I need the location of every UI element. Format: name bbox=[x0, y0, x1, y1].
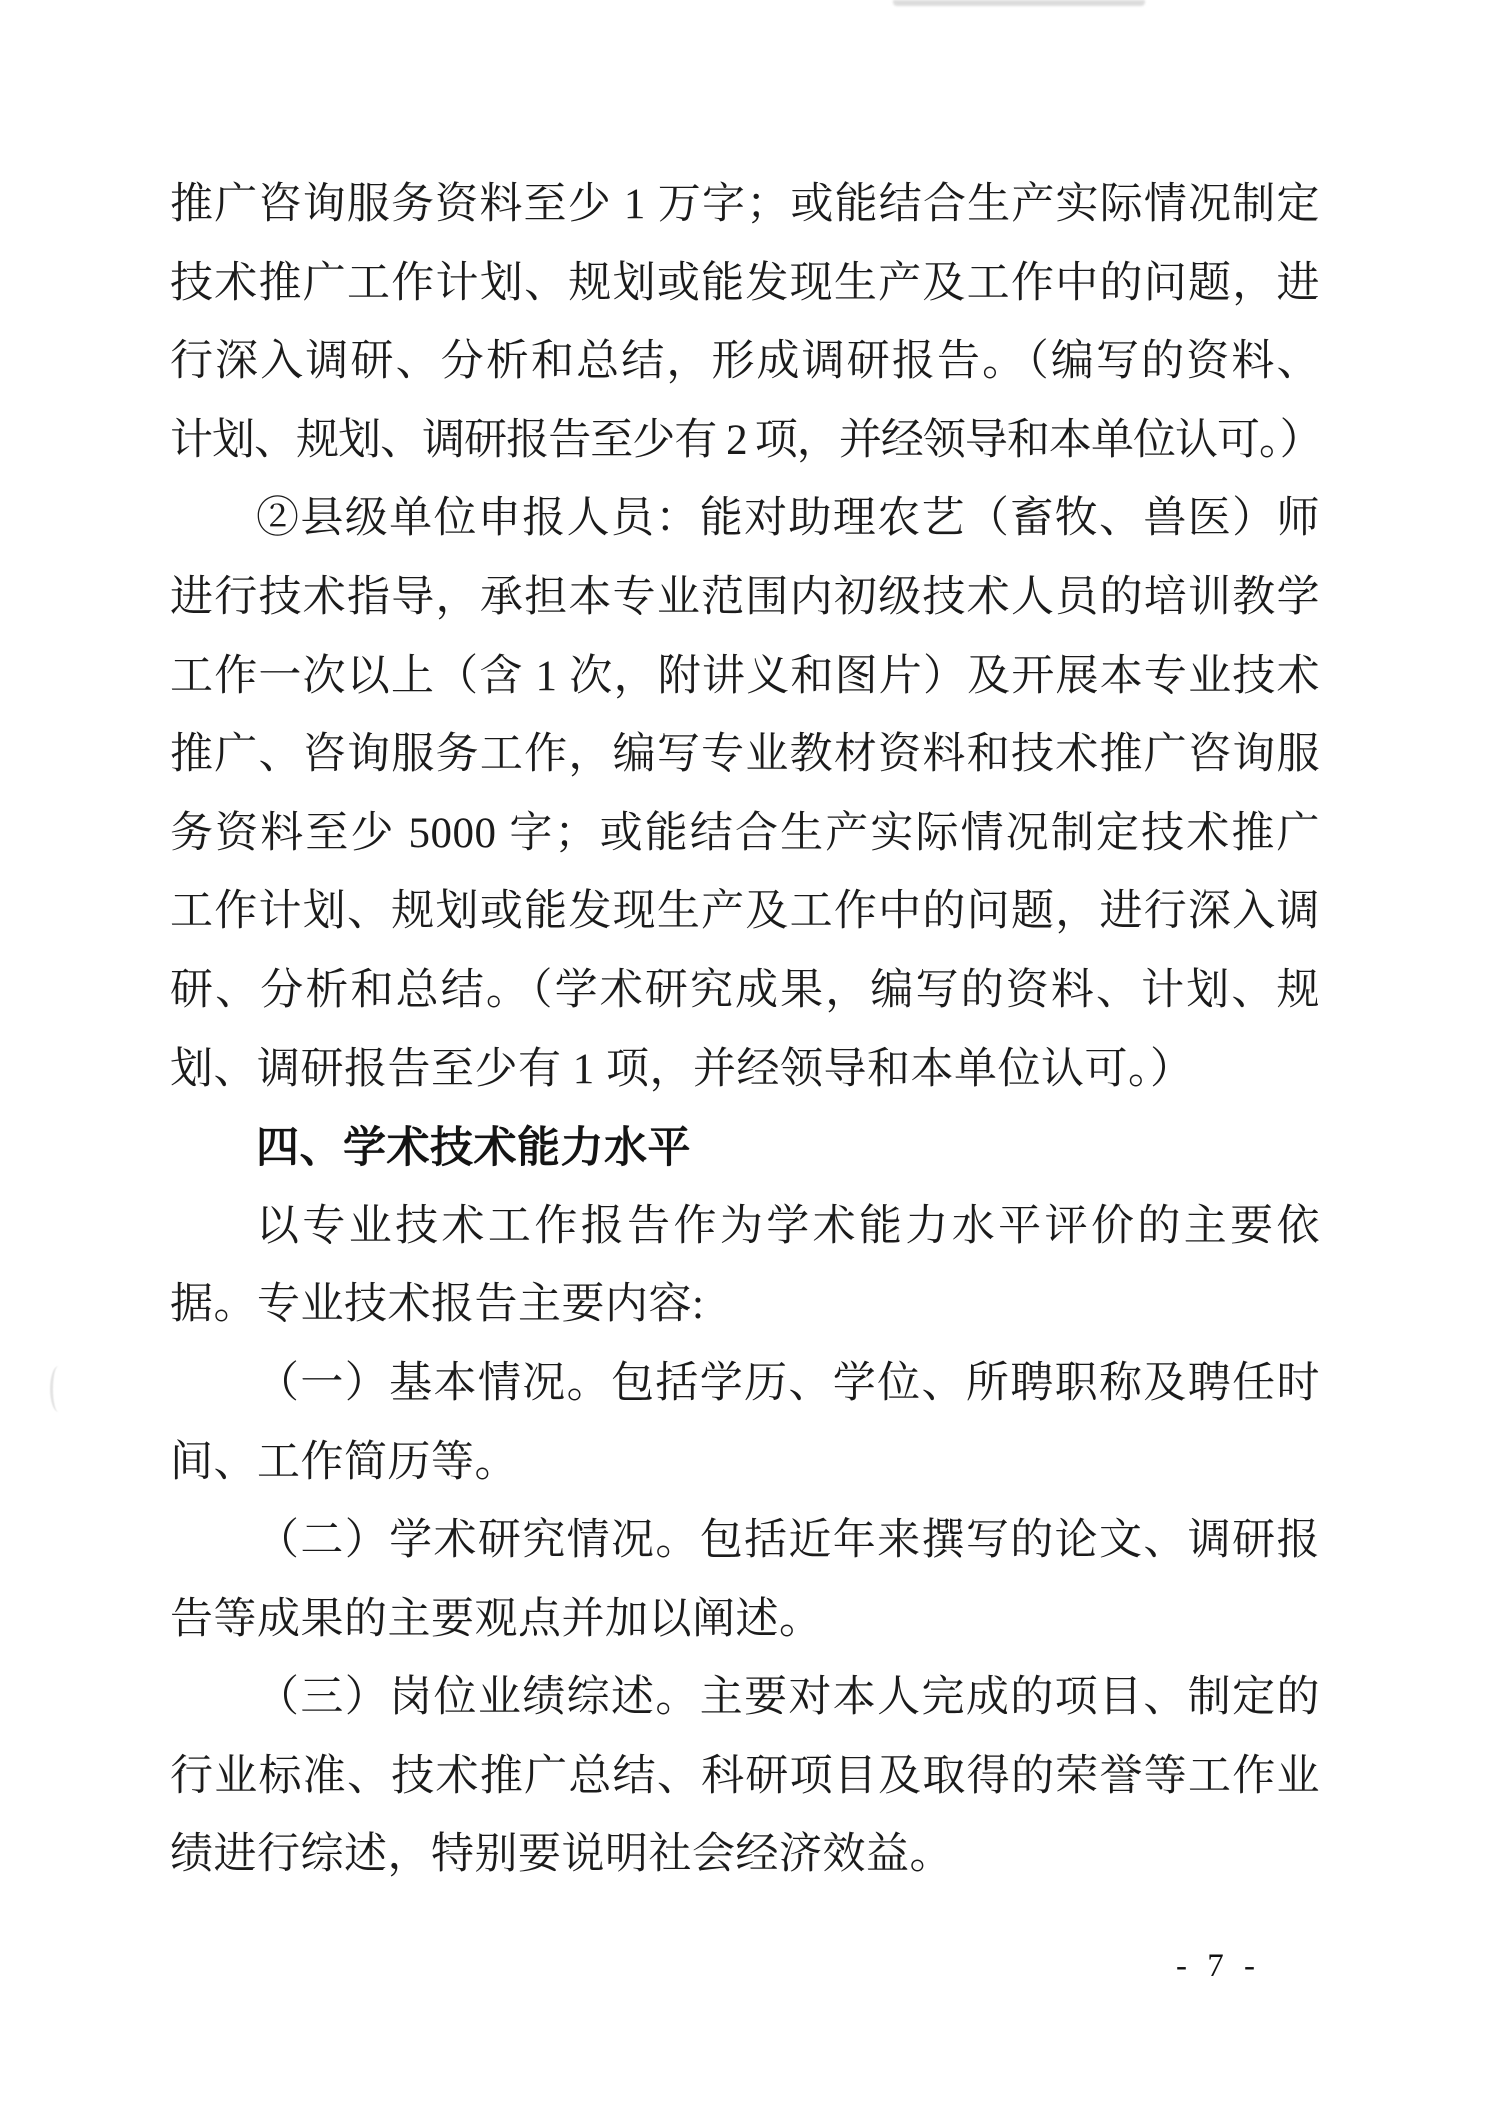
text-line: 研、分析和总结。（学术研究成果，编写的资料、计划、规 bbox=[170, 966, 1320, 1014]
text-line: 绩进行综述，特别要说明社会经济效益。 bbox=[170, 1831, 953, 1879]
text-line: 工作计划、规划或能发现生产及工作中的问题，进行深入调 bbox=[170, 888, 1320, 936]
text-line: 推广、咨询服务工作，编写专业教材资料和技术推广咨询服 bbox=[170, 731, 1320, 779]
scan-artifact-top bbox=[893, 0, 1145, 6]
section-heading-4: 四、学术技术能力水平 bbox=[256, 1124, 691, 1173]
text-line: 告等成果的主要观点并加以阐述。 bbox=[170, 1595, 823, 1643]
text-line: 划、调研报告至少有 1 项，并经领导和本单位认可。） bbox=[170, 1045, 1194, 1093]
text-line: （一）基本情况。包括学历、学位、所聘职称及聘任时 bbox=[256, 1359, 1320, 1407]
scan-artifact-left-margin bbox=[50, 1366, 67, 1412]
text-line: ②县级单位申报人员：能对助理农艺（畜牧、兽医）师 bbox=[256, 495, 1320, 543]
page-number: - 7 - bbox=[1176, 1948, 1261, 1984]
text-line: 技术推广工作计划、规划或能发现生产及工作中的问题，进 bbox=[170, 259, 1320, 307]
text-line: 工作一次以上（含 1 次，附讲义和图片）及开展本专业技术 bbox=[170, 652, 1320, 700]
text-line: 计划、规划、调研报告至少有 2 项，并经领导和本单位认可。） bbox=[170, 416, 1320, 464]
document-body bbox=[170, 166, 1320, 1895]
text-line: （二）学术研究情况。包括近年来撰写的论文、调研报 bbox=[256, 1517, 1320, 1565]
text-line: 据。专业技术报告主要内容: bbox=[170, 1281, 705, 1329]
text-line: 推广咨询服务资料至少 1 万字；或能结合生产实际情况制定 bbox=[170, 181, 1320, 228]
text-line: 务资料至少 5000 字；或能结合生产实际情况制定技术推广 bbox=[170, 809, 1320, 857]
text-line: 行深入调研、分析和总结，形成调研报告。（编写的资料、 bbox=[170, 338, 1320, 386]
text-line: （三）岗位业绩综述。主要对本人完成的项目、制定的 bbox=[256, 1674, 1320, 1722]
text-line: 行业标准、技术推广总结、科研项目及取得的荣誉等工作业 bbox=[170, 1752, 1320, 1800]
text-line: 以专业技术工作报告作为学术能力水平评价的主要依 bbox=[256, 1202, 1320, 1250]
text-line: 间、工作简历等。 bbox=[170, 1438, 518, 1486]
text-line: 进行技术指导，承担本专业范围内初级技术人员的培训教学 bbox=[170, 573, 1320, 621]
